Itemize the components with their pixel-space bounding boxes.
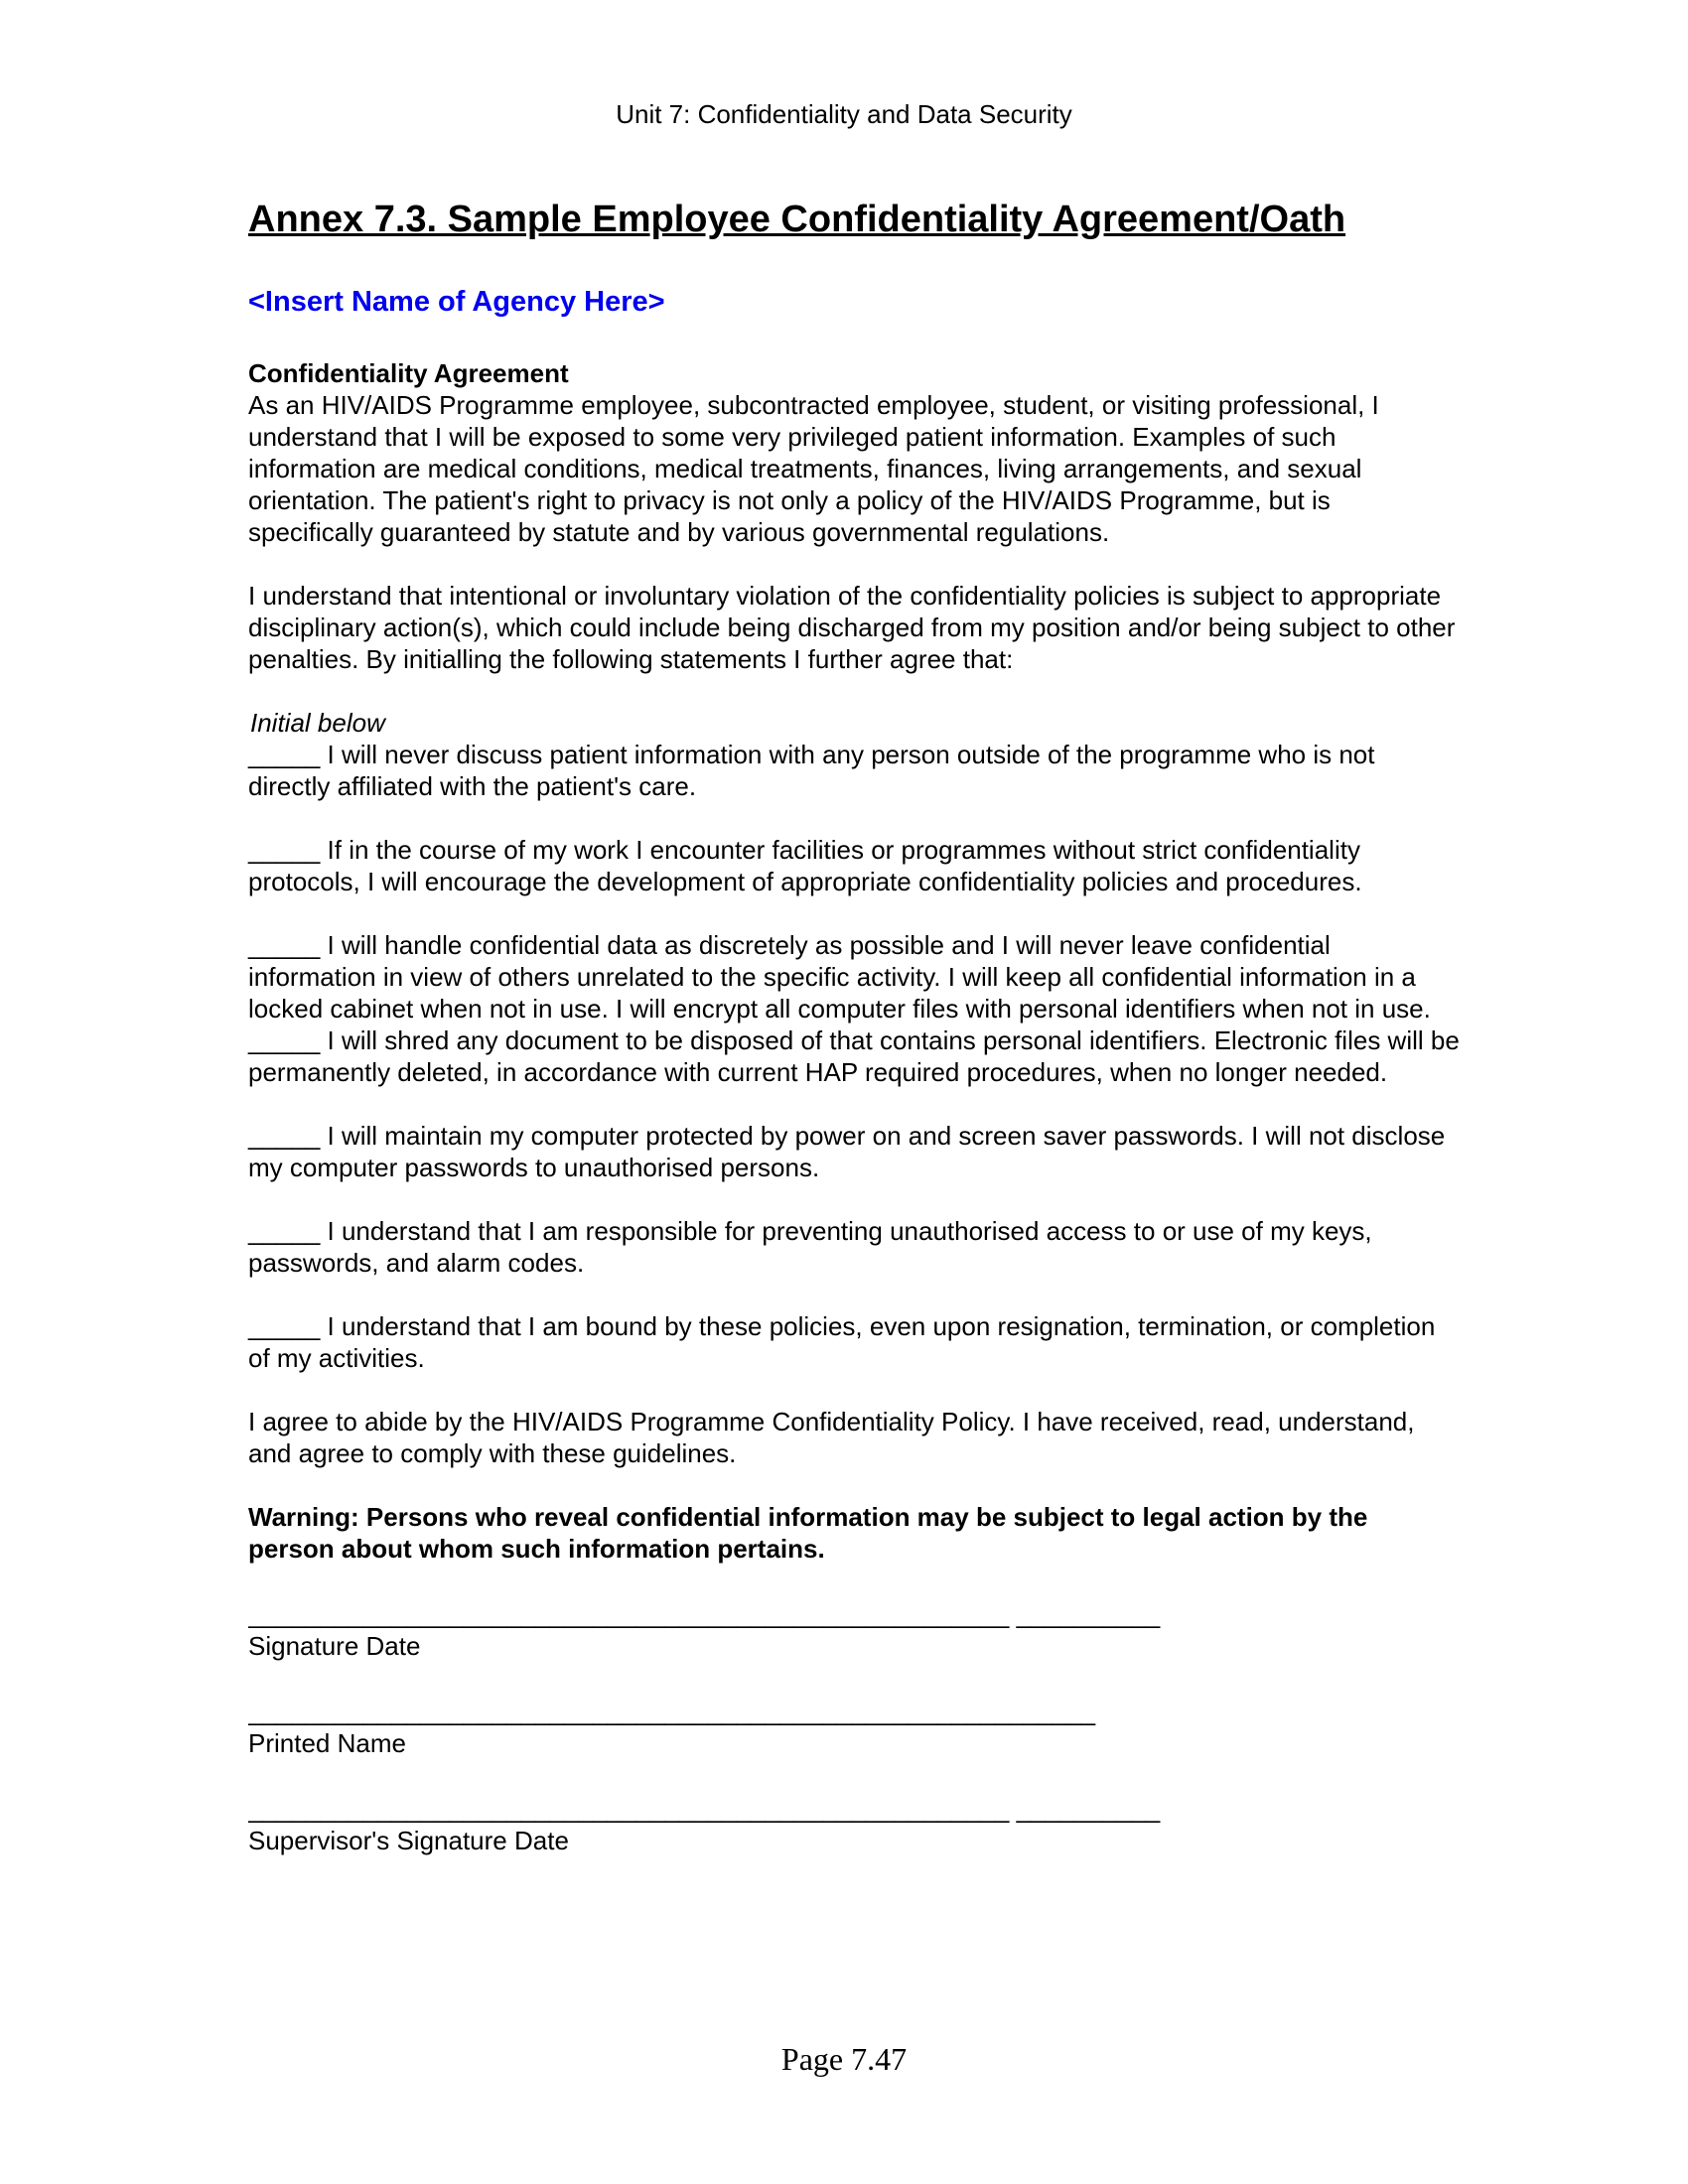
section-heading: Confidentiality Agreement xyxy=(248,358,569,388)
annex-title: Annex 7.3. Sample Employee Confidentiality Agreement/Oath xyxy=(248,199,1346,240)
statement-item: _____ I understand that I am bound by these policies, even upon resignation, termination, or completion of my activities. xyxy=(248,1311,1436,1373)
statement-item: _____ I will handle confidential data as discretely as possible and I will never leave confidential information in view of others unrelated to the specific activity. I will keep all confidential information in a locked cabinet when not in use. I will encrypt all computer files with personal identifiers when not in use. xyxy=(248,930,1431,1024)
running-header: Unit 7: Confidentiality and Data Security xyxy=(616,99,1072,129)
statement-item: _____ I will never discuss patient information with any person outside of the programme who is not directly affiliated with the patient's care. xyxy=(248,740,1375,801)
statement-item: _____ I understand that I am responsible for preventing unauthorised access to or use of my keys, passwords, and alarm codes. xyxy=(248,1216,1372,1278)
agreement-paragraph: I agree to abide by the HIV/AIDS Programme Confidentiality Policy. I have received, read, understand, and agree to comply with these guidelines. xyxy=(248,1407,1415,1468)
document-body xyxy=(248,195,1460,1856)
agency-name-placeholder: <Insert Name of Agency Here> xyxy=(248,286,665,318)
printed-name-label: Printed Name xyxy=(248,1728,406,1758)
signature-line: _____________________________________________________ __________ xyxy=(248,1599,1161,1629)
page-number: Page 7.47 xyxy=(780,2041,908,2077)
signature-date-label: Signature Date xyxy=(248,1631,421,1661)
statement-item: _____ I will shred any document to be disposed of that contains personal identifiers. Electronic files will be permanently deleted, in accordance with current HAP required procedures, when no longer needed. xyxy=(248,1025,1460,1087)
intro-paragraph: As an HIV/AIDS Programme employee, subcontracted employee, student, or visiting professional, I understand that I will be exposed to some very privileged patient information. Examples of such information are medical conditions, medical treatments, finances, living arrangements, and sexual orientation. The patient's right to privacy is not only a policy of the HIV/AIDS Programme, but is specifically guaranteed by statute and by various governmental regulations. xyxy=(248,390,1379,547)
printed-name-line: ___________________________________________________________ xyxy=(248,1697,1096,1726)
supervisor-signature-line: _____________________________________________________ __________ xyxy=(248,1794,1161,1824)
statement-item: _____ I will maintain my computer protected by power on and screen saver passwords. I will not disclose my computer passwords to unauthorised persons. xyxy=(248,1121,1446,1182)
legal-warning: Warning: Persons who reveal confidential information may be subject to legal action by the person about whom such information pertains. xyxy=(248,1502,1368,1564)
printed-name-block xyxy=(248,1696,1460,1759)
initial-below-label: Initial below xyxy=(250,708,385,738)
violation-paragraph: I understand that intentional or involuntary violation of the confidentiality policies is subject to appropriate disciplinary action(s), which could include being discharged from my position and/or being subject to other penalties. By initialling the following statements I further agree that: xyxy=(248,581,1456,674)
supervisor-signature-date-label: Supervisor's Signature Date xyxy=(248,1826,569,1855)
supervisor-signature-block xyxy=(248,1793,1460,1856)
signature-block xyxy=(248,1598,1460,1662)
statement-item: _____ If in the course of my work I encounter facilities or programmes without strict confidentiality protocols, I will encourage the development of appropriate confidentiality policies and procedures. xyxy=(248,835,1362,896)
